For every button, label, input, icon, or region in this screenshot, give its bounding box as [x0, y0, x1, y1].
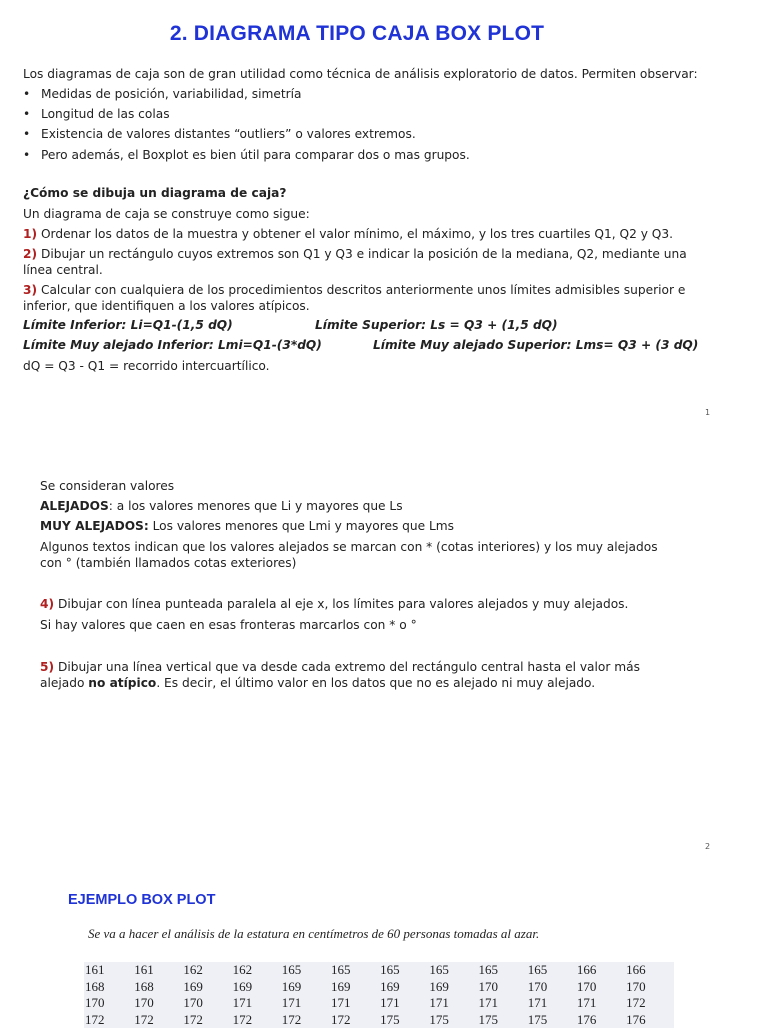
alejados-definition: ALEJADOS: a los valores menores que Li y mayores que Ls: [40, 498, 403, 514]
bullet-item: • Medidas de posición, variabilidad, simetría: [23, 86, 302, 102]
formula-upper-limit: Límite Superior: Ls = Q3 + (1,5 dQ): [315, 318, 558, 332]
table-row: [84, 962, 674, 979]
table-cell: 170: [182, 995, 231, 1012]
table-cell: 161: [133, 962, 182, 979]
bullet-dot-icon: •: [23, 86, 41, 102]
table-row: [84, 1012, 674, 1028]
table-cell: 172: [84, 1012, 133, 1028]
formula-far-lower-limit: Límite Muy alejado Inferior: Lmi=Q1-(3*dQ): [23, 338, 322, 352]
step-3-continued: inferior, que identifiquen a los valores atípicos.: [23, 298, 310, 314]
table-cell: 165: [281, 962, 330, 979]
table-cell: 170: [625, 979, 674, 996]
table-cell: 171: [527, 995, 576, 1012]
table-cell: 169: [330, 979, 379, 996]
step-5: 5) Dibujar una línea vertical que va desde cada extremo del rectángulo central hasta el valor más: [40, 659, 640, 675]
table-cell: 172: [133, 1012, 182, 1028]
table-cell: 165: [379, 962, 428, 979]
table-cell: 171: [232, 995, 281, 1012]
table-cell: 166: [576, 962, 625, 979]
table-cell: 169: [281, 979, 330, 996]
table-cell: 162: [182, 962, 231, 979]
table-cell: 170: [527, 979, 576, 996]
step-5-continued: alejado no atípico. Es decir, el último valor en los datos que no es alejado ni muy alejado.: [40, 675, 595, 691]
table-cell: 169: [232, 979, 281, 996]
table-cell: 165: [428, 962, 477, 979]
formula-lower-limit: Límite Inferior: Li=Q1-(1,5 dQ): [23, 318, 233, 332]
table-cell: 165: [527, 962, 576, 979]
table-cell: 175: [379, 1012, 428, 1028]
table-cell: 171: [330, 995, 379, 1012]
page-title: 2. DIAGRAMA TIPO CAJA BOX PLOT: [0, 22, 714, 46]
table-cell: 171: [478, 995, 527, 1012]
table-cell: 171: [379, 995, 428, 1012]
table-cell: 175: [527, 1012, 576, 1028]
bullet-dot-icon: •: [23, 126, 41, 142]
section-heading: ¿Cómo se dibuja un diagrama de caja?: [23, 185, 286, 201]
table-cell: 171: [281, 995, 330, 1012]
data-table-wrapper: [84, 962, 674, 1028]
table-cell: 175: [478, 1012, 527, 1028]
algunos-text-continued: con ° (también llamados cotas exteriores): [40, 555, 296, 571]
example-description: Se va a hacer el análisis de la estatura en centímetros de 60 personas tomadas al azar.: [88, 926, 539, 942]
formula-far-upper-limit: Límite Muy alejado Superior: Lms= Q3 + (3 dQ): [373, 338, 698, 352]
table-cell: 161: [84, 962, 133, 979]
muy-alejados-definition: MUY ALEJADOS: Los valores menores que Lmi y mayores que Lms: [40, 518, 454, 534]
table-cell: 169: [182, 979, 231, 996]
table-row: [84, 995, 674, 1012]
table-cell: 172: [182, 1012, 231, 1028]
table-row: [84, 979, 674, 996]
table-cell: 171: [428, 995, 477, 1012]
table-cell: 169: [379, 979, 428, 996]
table-cell: 172: [232, 1012, 281, 1028]
bullet-dot-icon: •: [23, 106, 41, 122]
page-number: 1: [705, 408, 710, 417]
data-table: [84, 962, 674, 1028]
bullet-item: • Existencia de valores distantes “outliers” o valores extremos.: [23, 126, 416, 142]
dq-definition: dQ = Q3 - Q1 = recorrido intercuartílico.: [23, 358, 270, 374]
bullet-dot-icon: •: [23, 147, 41, 163]
bullet-item: • Longitud de las colas: [23, 106, 170, 122]
table-cell: 169: [428, 979, 477, 996]
table-cell: 168: [133, 979, 182, 996]
table-cell: 170: [84, 995, 133, 1012]
table-cell: 172: [330, 1012, 379, 1028]
table-cell: 170: [576, 979, 625, 996]
table-cell: 172: [625, 995, 674, 1012]
algunos-text: Algunos textos indican que los valores alejados se marcan con * (cotas interiores) y los muy alejados: [40, 539, 658, 555]
consider-text: Se consideran valores: [40, 478, 174, 494]
step-4: 4) Dibujar con línea punteada paralela al eje x, los límites para valores alejados y muy alejados.: [40, 596, 628, 612]
step-1: 1) Ordenar los datos de la muestra y obtener el valor mínimo, el máximo, y los tres cuartiles Q1, Q2 y Q3.: [23, 226, 673, 242]
step-2: 2) Dibujar un rectángulo cuyos extremos son Q1 y Q3 e indicar la posición de la mediana, Q2, mediante una: [23, 246, 687, 262]
table-cell: 162: [232, 962, 281, 979]
step-4-continued: Si hay valores que caen en esas fronteras marcarlos con * o °: [40, 617, 417, 633]
step-3: 3) Calcular con cualquiera de los procedimientos descritos anteriormente unos límites admisibles superior e: [23, 282, 685, 298]
bullet-item: • Pero además, el Boxplot es bien útil para comparar dos o mas grupos.: [23, 147, 470, 163]
intro-paragraph: Los diagramas de caja son de gran utilidad como técnica de análisis exploratorio de datos. Permiten observar:: [23, 66, 698, 82]
construct-text: Un diagrama de caja se construye como sigue:: [23, 206, 310, 222]
table-cell: 165: [478, 962, 527, 979]
table-cell: 175: [428, 1012, 477, 1028]
table-cell: 176: [576, 1012, 625, 1028]
table-cell: 176: [625, 1012, 674, 1028]
step-2-continued: línea central.: [23, 262, 103, 278]
table-cell: 170: [133, 995, 182, 1012]
page-number: 2: [705, 842, 710, 851]
table-cell: 166: [625, 962, 674, 979]
table-cell: 165: [330, 962, 379, 979]
table-cell: 171: [576, 995, 625, 1012]
table-cell: 172: [281, 1012, 330, 1028]
example-title: EJEMPLO BOX PLOT: [68, 892, 215, 908]
table-cell: 170: [478, 979, 527, 996]
table-cell: 168: [84, 979, 133, 996]
